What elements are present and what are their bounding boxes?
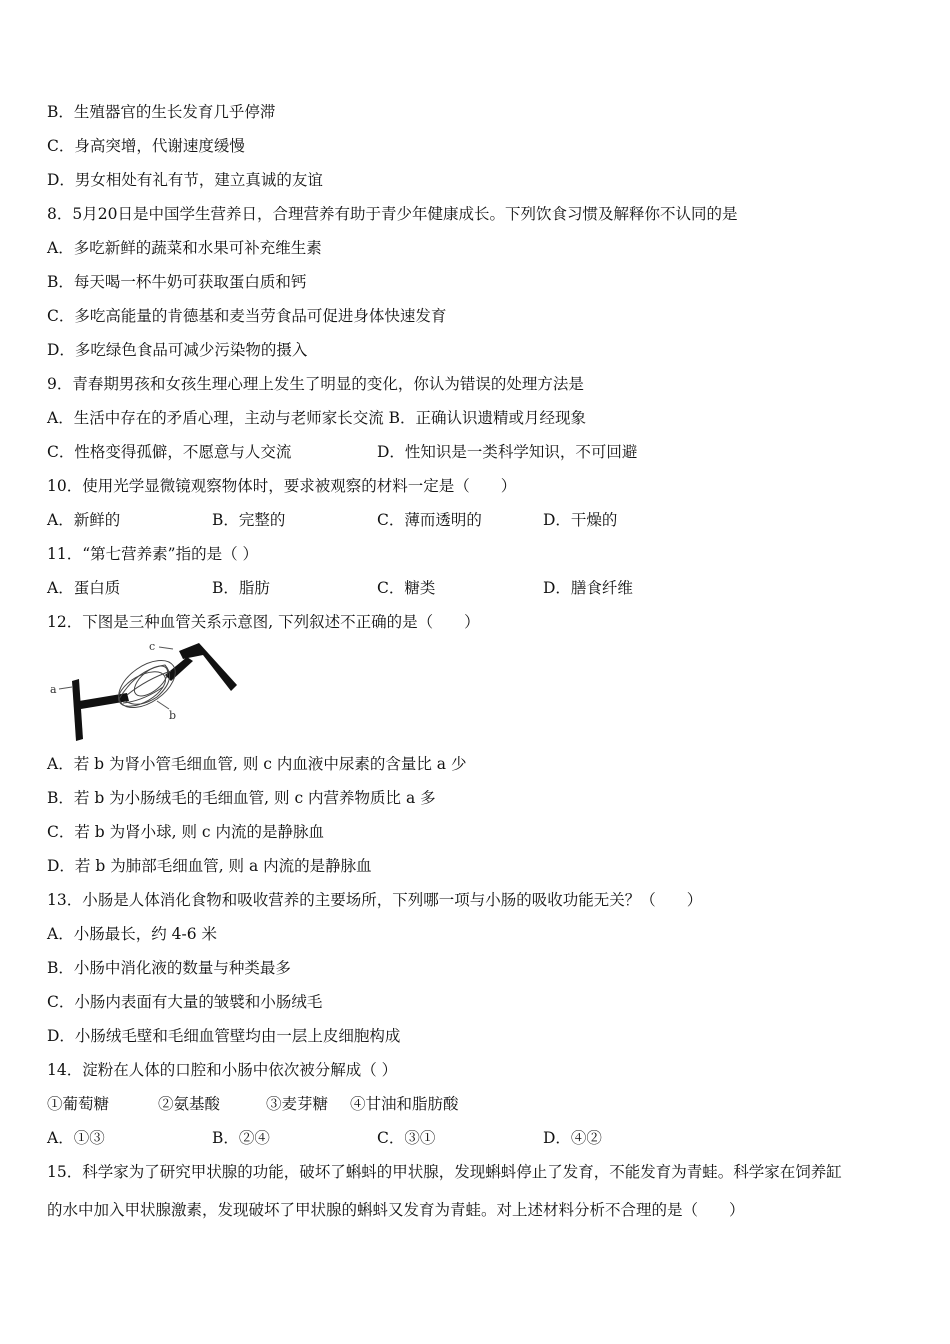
exam-page	[47, 95, 917, 1227]
q10-stem: 10．使用光学显微镜观察物体时，要求被观察的材料一定是（ ）	[47, 477, 517, 495]
q9-options-cd	[47, 435, 917, 469]
q14-stem: 14．淀粉在人体的口腔和小肠中依次被分解成（ ）	[47, 1061, 398, 1079]
q11-option-b: B．脂肪	[212, 579, 270, 597]
capillary-network	[110, 651, 183, 717]
q9-options-ab: A．生活中存在的矛盾心理，主动与老师家长交流 B．正确认识遗精或月经现象	[47, 409, 587, 427]
q12-option-b: B．若 b 为小肠绒毛的毛细血管, 则 c 内营养物质比 a 多	[47, 789, 436, 807]
q14-option-b: B．②④	[212, 1129, 270, 1147]
q15-stem-line2: 的水中加入甲状腺激素，发现破坏了甲状腺的蝌蚪又发育为青蛙。对上述材料分析不合理的是（ ）	[47, 1201, 745, 1219]
q11-option-a: A．蛋白质	[47, 579, 121, 597]
blood-vessel-diagram	[47, 639, 917, 747]
label-a: a	[50, 683, 57, 696]
q7-option-c: C．身高突增，代谢速度缓慢	[47, 137, 245, 155]
q10-option-c: C．薄而透明的	[377, 511, 482, 529]
q7-option-b: B．生殖器官的生长发育几乎停滞	[47, 103, 276, 121]
q14-item-2: ②氨基酸	[158, 1095, 221, 1113]
q10-option-b: B．完整的	[212, 511, 286, 529]
q14-option-c: C．③①	[377, 1129, 436, 1147]
q11-stem: 11．“第七营养素”指的是（ ）	[47, 545, 258, 563]
q8-option-c: C．多吃高能量的肯德基和麦当劳食品可促进身体快速发育	[47, 307, 447, 325]
q11-option-c: C．糖类	[377, 579, 436, 597]
q8-option-d: D．多吃绿色食品可减少污染物的摄入	[47, 341, 308, 359]
vessel-c-bar	[179, 643, 237, 691]
q8-option-b: B．每天喝一杯牛奶可获取蛋白质和钙	[47, 273, 307, 291]
q13-option-c: C．小肠内表面有大量的皱襞和小肠绒毛	[47, 993, 323, 1011]
q10-option-d: D．干燥的	[543, 511, 618, 529]
q11-options	[47, 571, 917, 605]
q13-option-d: D．小肠绒毛壁和毛细血管壁均由一层上皮细胞构成	[47, 1027, 401, 1045]
label-b: b	[169, 709, 177, 722]
q12-option-d: D．若 b 为肺部毛细血管, 则 a 内流的是静脉血	[47, 857, 372, 875]
vessel-a-bar	[72, 679, 83, 741]
q14-items	[47, 1087, 917, 1121]
q12-option-a: A．若 b 为肾小管毛细血管, 则 c 内血液中尿素的含量比 a 少	[47, 755, 467, 773]
label-c: c	[149, 640, 156, 653]
q9-option-d: D．性知识是一类科学知识，不可回避	[377, 443, 638, 461]
q8-option-a: A．多吃新鲜的蔬菜和水果可补充维生素	[47, 239, 322, 257]
q15-stem-line1: 15．科学家为了研究甲状腺的功能，破坏了蝌蚪的甲状腺，发现蝌蚪停止了发育，不能发育为青蛙。科学家在饲养缸	[47, 1163, 842, 1181]
q10-option-a: A．新鲜的	[47, 511, 121, 529]
q14-item-1: ①葡萄糖	[47, 1095, 110, 1113]
q7-option-d: D．男女相处有礼有节，建立真诚的友谊	[47, 171, 323, 189]
q12-option-c: C．若 b 为肾小球, 则 c 内流的是静脉血	[47, 823, 325, 841]
q14-options	[47, 1121, 917, 1155]
q11-option-d: D．膳食纤维	[543, 579, 633, 597]
q13-option-b: B．小肠中消化液的数量与种类最多	[47, 959, 291, 977]
q9-option-c: C．性格变得孤僻，不愿意与人交流	[47, 443, 292, 461]
q14-option-a: A．①③	[47, 1129, 105, 1147]
q12-stem: 12．下图是三种血管关系示意图, 下列叙述不正确的是（ ）	[47, 613, 480, 631]
q14-item-4: ④甘油和脂肪酸	[350, 1095, 459, 1113]
q13-stem: 13．小肠是人体消化食物和吸收营养的主要场所，下列哪一项与小肠的吸收功能无关？（ ）	[47, 891, 703, 909]
q13-option-a: A．小肠最长，约 4-6 米	[47, 925, 218, 943]
q14-item-3: ③麦芽糖	[266, 1095, 329, 1113]
q8-stem: 8．5月20日是中国学生营养日，合理营养有助于青少年健康成长。下列饮食习惯及解释你不认同的是	[47, 205, 738, 223]
q14-option-d: D．④②	[543, 1129, 602, 1147]
q10-options	[47, 503, 917, 537]
q9-stem: 9．青春期男孩和女孩生理心理上发生了明显的变化，你认为错误的处理方法是	[47, 375, 584, 393]
